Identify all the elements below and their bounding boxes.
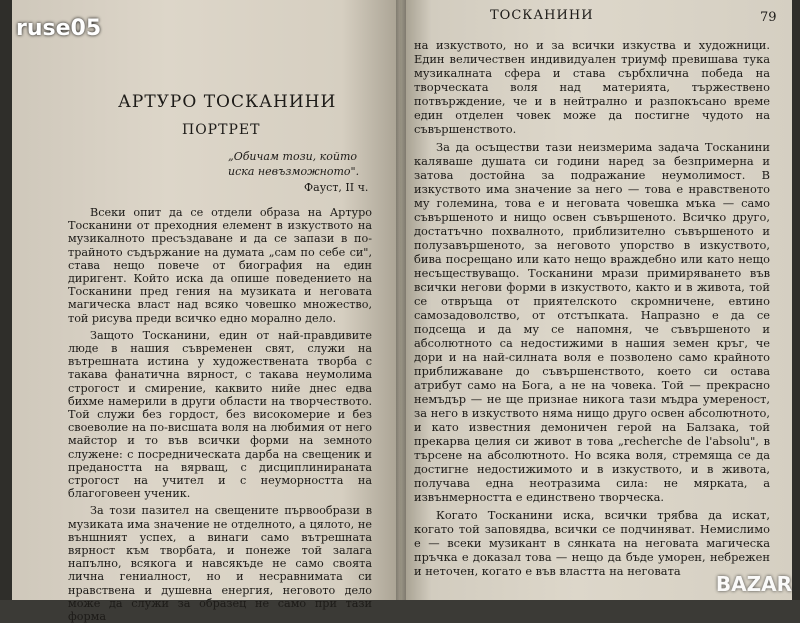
- right-page-body: [414, 38, 770, 578]
- epigraph: „Обичам този, който иска невъзможното".: [228, 150, 360, 178]
- paragraph: За този пазител на свещените първообрази в музиката има значение не отделното, а цялото, не външният успех, а винаги само вътрешната вярност към творбата, и понеже той залага напълно, всякога и навсякъде не само своята лична гениалност, но и несравнимата си нравствена и душевна енергия, неговото дело може да служи за образец не само при тази форма: [68, 504, 372, 623]
- page-title: АРТУРО ТОСКАНИНИ: [118, 92, 337, 112]
- page-subtitle: ПОРТРЕТ: [182, 122, 261, 138]
- page-number: 79: [760, 10, 777, 25]
- paragraph: Когато Тосканини иска, всички трябва да искат, когато той заповядва, всички се подчиняват. Немислимо е — всеки музикант в сянката на неговата магическа пръчка е доказал това — нещо да бъде уморен, небрежен и неточен, когато е във властта на неговата: [414, 508, 770, 578]
- brand-logo-text: BAZAR: [715, 572, 792, 596]
- paragraph: на изкуството, но и за всички изкуства и художници. Един величествен индивидуален триумф превишава тука музикалната сфера и става сърбхлична победа на творческата воля над материята, тържествено потвърждение, че и в нейтрално и разпокъсано време един отделен човек може да постигне чудото на съвършенството.: [414, 38, 770, 136]
- watermark-text: ruse05: [16, 16, 102, 41]
- left-page-body: [68, 206, 372, 623]
- running-header: ТОСКАНИНИ: [490, 8, 594, 23]
- brand-logo: [716, 572, 792, 596]
- paragraph: Защото Тосканини, един от най-правдивите люде в нашия съвременен свят, служи на вътрешната истина у художествената творба с такава фанатична вярност, с такава неумолима строгост и смирение, каквито нийе днес едва бихме намерили в други области на творчеството. Той служи без гордост, без високомерие и без своеволие на по-висшата воля на любимия от него майстор и то във всички форми на земното служене: с посредническата дарба на свещеник и предаността на вярващ, с дисциплинираната строгост на учител и с неуморността на благоговеен ученик.: [68, 328, 372, 501]
- paragraph: Всеки опит да се отдели образа на Артуро Тосканини от преходния елемент в изкуството на музикалното пресъздаване и да се запази в по-трайното съдържание на думата „сам по себе си", става нещо повече от биография на един диригент. Който иска да опише поведението на Тосканини пред гения на музиката и неговата магическа власт над всяко човешко множество, той рисува преди всичко едно морално дело.: [68, 206, 372, 325]
- epigraph-source: Фауст, II ч.: [304, 181, 369, 194]
- book-spine: [396, 0, 406, 600]
- paragraph: За да осъществи тази неизмерима задача Тосканини каляваше душата си години наред за безпримерна и затова достойна за подражание неумолимост. В изкуството има значение за него — това е нравственото му големина, това е и неговата човешка мъка — само съвършеното и нищо освен съвършеното. Всичко друго, достатъчно похвалното, приблизително съвършеното и полузавършеното, за неговото упорство в изкуството, бива посрещано или като нещо враждебно или като нещо несъществуващо. Тосканини мрази примиряването във всички негови форми в изкуството, както и в живота, той се отвръща от приятелското скромничене, евтино самозадоволство, от отстъпката. Напразно е да се подсеща и да му се напомня, че съвършеното и абсолютното са недостижими в нашия земен кръг, че дори и на най-силната воля е позволено само крайното приближаване до съвършенството, което си остава атрибут само на Бога, а не на човека. Той — прекрасно немъдър — не ще признае никога тази мъдра умереност, за него в изкуството няма нищо друго освен абсолютното, и като известния демоничен герой на Балзака, той прекарва целия си живот в това „recherche de l'absolu", в търсене на абсолютното. Но всяка воля, стремяща се да достигне недостижимото и в изкуството, и в живота, получава една неотразима сила: не мярката, а извънмерността е единствено творческа.: [414, 140, 770, 504]
